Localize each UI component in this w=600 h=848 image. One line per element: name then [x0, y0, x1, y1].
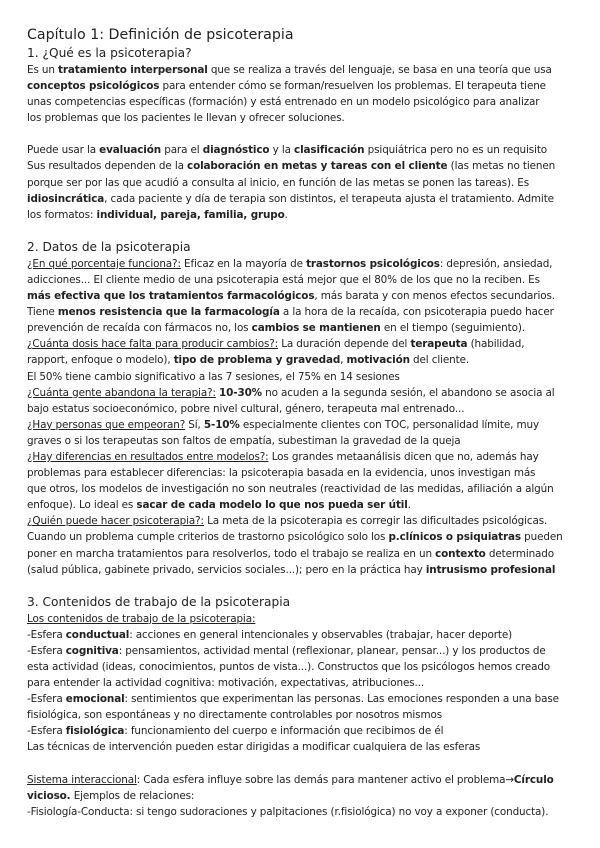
text-run: -Esfera [27, 725, 66, 738]
text-run: poner en marcha tratamientos para resolverlos, todo el trabajo se realiza en un [27, 547, 436, 560]
text-run: Ejemplos de relaciones: [70, 789, 195, 802]
text-line [27, 401, 587, 417]
text-run: graves o si los terapeutas son faltos de empatía, subestiman la gravedad de la queja [27, 434, 461, 447]
text-line [27, 207, 587, 223]
bold-term: Círculo [513, 773, 554, 786]
text-run: , más barata y con menos efectos secundarios. [314, 290, 555, 303]
underlined-question: Los contenidos de trabajo de la psicoterapia: [27, 612, 256, 625]
text-run: adicciones... El cliente medio de una psicoterapia está mejor que el 80% de los que no la reciben. Es [27, 273, 540, 286]
text-line [27, 288, 587, 304]
document-page [27, 26, 587, 820]
text-run: especialmente clientes con TOC, personalidad límite, muy [239, 418, 540, 431]
text-line [27, 739, 587, 755]
text-run: los formatos: [27, 208, 97, 221]
bold-term: terapeuta [410, 338, 468, 351]
text-run: problemas para establecer diferencias: la psicoterapia basada en la evidencia, unos investigan más [27, 467, 536, 480]
text-line [27, 659, 587, 675]
bold-term: diagnóstico [202, 144, 270, 157]
underlined-question: ¿En qué porcentaje funciona?: [27, 257, 181, 270]
bold-term: 5-10% [203, 418, 240, 431]
text-run: que se realiza a través del lenguaje, se basa en una teoría que usa [207, 64, 552, 76]
page-title: Capítulo 1: Definición de psicoterapia [27, 27, 294, 43]
text-line [27, 158, 587, 174]
text-line [27, 78, 587, 94]
bold-term: idiosincrática [27, 192, 105, 205]
text-run: (las metas no tienen [447, 160, 556, 173]
bold-term: intrusismo profesional [425, 563, 556, 576]
text-run: del cliente. [409, 354, 470, 367]
text-line [27, 336, 587, 352]
text-run: prevención de recaída con fármacos no, los [27, 322, 252, 335]
bold-term: motivación [346, 354, 410, 367]
underlined-question: Sistema interaccional [27, 773, 137, 786]
text-run: La duración depende del [278, 338, 411, 351]
text-run: -Esfera [27, 644, 66, 657]
text-run: Eficaz en la mayoría de [180, 257, 307, 270]
text-run: . [284, 208, 288, 221]
text-line [27, 175, 587, 191]
text-line [27, 643, 587, 659]
text-run: para entender la actividad cognitiva: motivación, expectativas, atribuciones... [27, 677, 425, 690]
bold-term: cambios se mantienen [251, 322, 381, 335]
section-spacer [27, 223, 587, 239]
section-heading: 3. Contenidos de trabajo de la psicoterapia [27, 594, 291, 609]
text-line [27, 62, 587, 78]
text-line [27, 481, 587, 497]
section-heading: 1. ¿Qué es la psicoterapia? [27, 46, 192, 60]
text-run: Es un [27, 64, 59, 76]
bold-term: evaluación [99, 144, 162, 157]
bold-term: conductual [65, 628, 130, 641]
text-line [27, 465, 587, 481]
text-run: esta actividad (ideas, conocimientos, puntos de vista...). Constructos que los psicólogos hemos creado [27, 661, 551, 673]
text-run: La meta de la psicoterapia es corregir las dificultades psicológicas. [203, 515, 548, 528]
text-run: : depresión, ansiedad, [439, 257, 553, 270]
text-line [27, 256, 587, 272]
underlined-question: ¿Quién puede hacer psicoterapia?: [27, 515, 204, 528]
bold-term: p.clínicos o psiquiatras [388, 531, 521, 544]
text-line [27, 691, 587, 707]
text-run: -Esfera [27, 628, 66, 641]
text-run: : funcionamiento del cuerpo e información que recibimos de él [124, 725, 444, 738]
text-run: y la [269, 144, 295, 157]
text-run: que otros, los modelos de investigación no son neutrales (reactividad de las medidas, afiliación a algún [27, 483, 554, 496]
document-content [27, 45, 587, 820]
text-line [27, 320, 587, 336]
text-line [27, 562, 587, 578]
text-run: para el [161, 144, 203, 157]
text-line [27, 352, 587, 368]
text-run: (habilidad, [467, 338, 525, 351]
text-line [27, 546, 587, 562]
text-run: Puede usar la [27, 144, 100, 157]
text-line [27, 417, 587, 433]
text-line [27, 385, 587, 401]
text-run: para entender cómo se forman/resuelven los problemas. El terapeuta tiene [159, 80, 546, 93]
bold-term: contexto [435, 547, 486, 560]
underlined-question: ¿Hay diferencias en resultados entre modelos?: [27, 450, 269, 463]
text-line [27, 142, 587, 158]
bold-term: emocional [65, 693, 125, 706]
text-run: determinado [485, 547, 555, 560]
bold-term: sacar de cada modelo lo que nos pueda ser útil [136, 499, 408, 512]
paragraph-spacer [27, 756, 587, 772]
text-run: -Esfera [27, 693, 66, 706]
text-line [27, 788, 587, 804]
text-run: Cuando un problema cumple criterios de trastorno psicológico solo los [27, 531, 389, 544]
text-line [27, 513, 587, 529]
text-line [27, 94, 587, 110]
text-run: en el tiempo (seguimiento). [380, 322, 525, 335]
text-run: El 50% tiene cambio significativo a las 7 sesiones, el 75% en 14 sesiones [27, 370, 400, 383]
text-run: , [340, 354, 347, 367]
text-run: unas competencias específicas (formación) y está entrenado en un modelo psicológico para analizar [27, 96, 540, 109]
bold-term: menos resistencia que la farmacología [57, 306, 280, 319]
text-run: no acuden a la segunda sesión, el abandono se asocia al [261, 386, 555, 399]
bold-term: tratamiento interpersonal [58, 64, 208, 76]
bold-term: colaboración en metas y tareas con el cliente [187, 160, 448, 173]
text-line [27, 723, 587, 739]
text-run: Sus resultados dependen de la [27, 160, 188, 173]
text-run: Sí, [185, 418, 204, 431]
bold-term: trastornos psicológicos [306, 257, 440, 270]
text-run: enfoque). Lo ideal es [27, 499, 137, 512]
text-line [27, 304, 587, 320]
text-run: : Cada esfera influye sobre las demás para mantener activo el problema→ [136, 773, 514, 786]
text-run: -Fisiología-Conducta: si tengo sudoraciones y palpitaciones (r.fisiológica) no voy a exponer (conducta). [27, 805, 549, 818]
text-line [27, 433, 587, 449]
bold-term: 10-30% [219, 386, 262, 399]
text-run: Las técnicas de intervención pueden estar dirigidas a modificar cualquiera de las esferas [27, 741, 481, 754]
section-spacer [27, 578, 587, 594]
text-run: pueden [520, 531, 563, 544]
bold-term: cognitiva [65, 644, 119, 657]
underlined-question: ¿Cuánta gente abandona la terapia?: [27, 386, 216, 399]
text-run: : sentimientos que experimentan las personas. Las emociones responden a una base [124, 693, 559, 706]
text-run: porque ser por las que acudió a consulta al inicio, en función de las metas se ponen las tareas). Es [27, 176, 530, 189]
bold-term: fisiológica [65, 725, 125, 738]
text-line [27, 272, 587, 288]
text-run: : pensamientos, actividad mental (reflexionar, planear, pensar...) y los productos de [118, 644, 546, 657]
text-line [27, 191, 587, 207]
text-run: , cada paciente y día de terapia son distintos, el terapeuta ajusta el tratamiento. Admite [104, 192, 554, 205]
text-run: psiquiátrica pero no es un requisito [364, 144, 548, 157]
text-run: fisiológica, son espontáneas y no directamente controlables por nosotros mismos [27, 709, 443, 722]
section-heading: 2. Datos de la psicoterapia [27, 239, 191, 254]
text-line [27, 497, 587, 513]
paragraph-spacer [27, 126, 587, 142]
bold-term: individual, pareja, familia, grupo [96, 208, 285, 221]
text-run: (salud pública, gabinete privado, servicios sociales...); pero en la práctica hay [27, 563, 426, 576]
text-line [27, 627, 587, 643]
text-run: : acciones en general intencionales y observables (trabajar, hacer deporte) [129, 628, 513, 641]
text-line [27, 449, 587, 465]
text-line [27, 675, 587, 691]
text-run: los problemas que los pacientes le llevan y ofrecer soluciones. [27, 112, 345, 125]
bold-term: conceptos psicológicos [27, 80, 160, 93]
text-line [27, 369, 587, 385]
text-run: Los grandes metaanálisis dicen que no, además hay [268, 450, 539, 463]
underlined-question: ¿Hay personas que empeoran? [27, 418, 186, 431]
text-run: bajo estatus socioeconómico, pobre nivel cultural, género, terapeuta mal entrenado... [27, 402, 465, 415]
bold-term: vicioso. [27, 789, 71, 802]
bold-term: más efectiva que los tratamientos farmacológicos [27, 290, 315, 303]
text-line [27, 611, 587, 627]
underlined-question: ¿Cuánta dosis hace falta para producir cambios?: [27, 338, 279, 351]
bold-term: clasificación [294, 144, 365, 157]
text-line [27, 529, 587, 545]
text-run: a la hora de la recaída, con psicoterapia puedo hacer [279, 306, 554, 319]
text-line [27, 772, 587, 788]
text-line [27, 110, 587, 126]
text-run: Tiene [27, 306, 58, 319]
text-run: rapport, enfoque o modelo), [27, 354, 174, 367]
bold-term: tipo de problema y gravedad [173, 354, 341, 367]
text-line [27, 804, 587, 820]
text-run: . [407, 499, 411, 512]
text-line [27, 707, 587, 723]
